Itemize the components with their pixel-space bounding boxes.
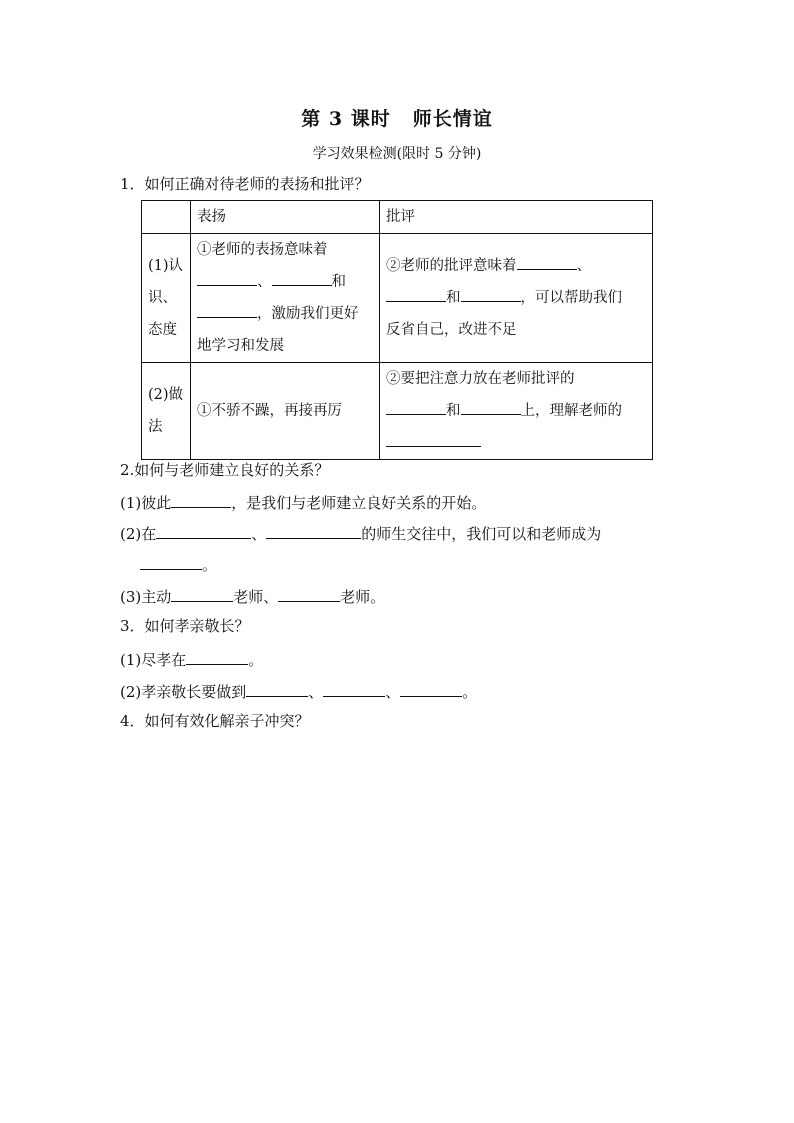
answer-blank[interactable] [386,430,481,447]
page-title [0,104,794,131]
answer-blank[interactable] [171,585,233,602]
question-2: 2.如何与老师建立良好的关系？ [120,461,330,479]
table-header-praise: 表扬 [191,201,380,234]
table-header-criticism: 批评 [380,201,653,234]
question-1: 1．如何正确对待老师的表扬和批评？ [120,175,370,193]
question-2-item-1: (1)彼此 ，是我们与老师建立良好关系的开始。 [120,491,486,513]
answer-blank[interactable] [517,253,577,270]
cell-criticism-meaning: ②老师的批评意味着 、 和 ，可以帮助我们 反省自己，改进不足 [380,234,653,363]
row-label-action: (2)做 法 [142,363,191,460]
cell-praise-meaning: ①老师的表扬意味着 、 和 ，激励我们更好 地学习和发展 [191,234,380,363]
answer-blank[interactable] [323,680,385,697]
page-subtitle: 学习效果检测(限时 5 分钟) [312,146,482,162]
answer-blank[interactable] [272,269,332,286]
question-3: 3．如何孝亲敬长？ [120,617,250,635]
cell-praise-action: ①不骄不躁，再接再厉 [191,363,380,460]
answer-blank[interactable] [461,398,521,415]
question-2-item-2: (2)在 、 的师生交往中，我们可以和老师成为 [120,522,601,544]
answer-blank[interactable] [156,522,251,539]
question-3-item-1: (1)尽孝在 。 [120,648,263,670]
question-2-item-2-cont: 。 [140,553,217,575]
answer-blank[interactable] [266,522,361,539]
cell-criticism-action: ②要把注意力放在老师批评的 和 上，理解老师的 [380,363,653,460]
answer-blank[interactable] [386,398,446,415]
answer-blank[interactable] [171,491,231,508]
answer-blank[interactable] [278,585,340,602]
answer-blank[interactable] [197,269,257,286]
answer-blank[interactable] [246,680,308,697]
answer-blank[interactable] [400,680,462,697]
title-lesson: 第 3 课时 [301,108,391,130]
answer-blank[interactable] [386,285,446,302]
answer-blank[interactable] [186,648,248,665]
praise-criticism-table [141,200,653,460]
title-topic: 师长情谊 [412,108,493,130]
question-3-item-2: (2)孝亲敬长要做到 、 、 。 [120,680,477,702]
row-label-attitude: (1)认 识、 态度 [142,234,191,363]
question-2-item-3: (3)主动 老师、 老师。 [120,585,385,607]
question-4: 4．如何有效化解亲子冲突？ [120,712,310,730]
answer-blank[interactable] [461,285,521,302]
answer-blank[interactable] [140,553,202,570]
answer-blank[interactable] [197,301,257,318]
table-header-empty [142,201,191,234]
